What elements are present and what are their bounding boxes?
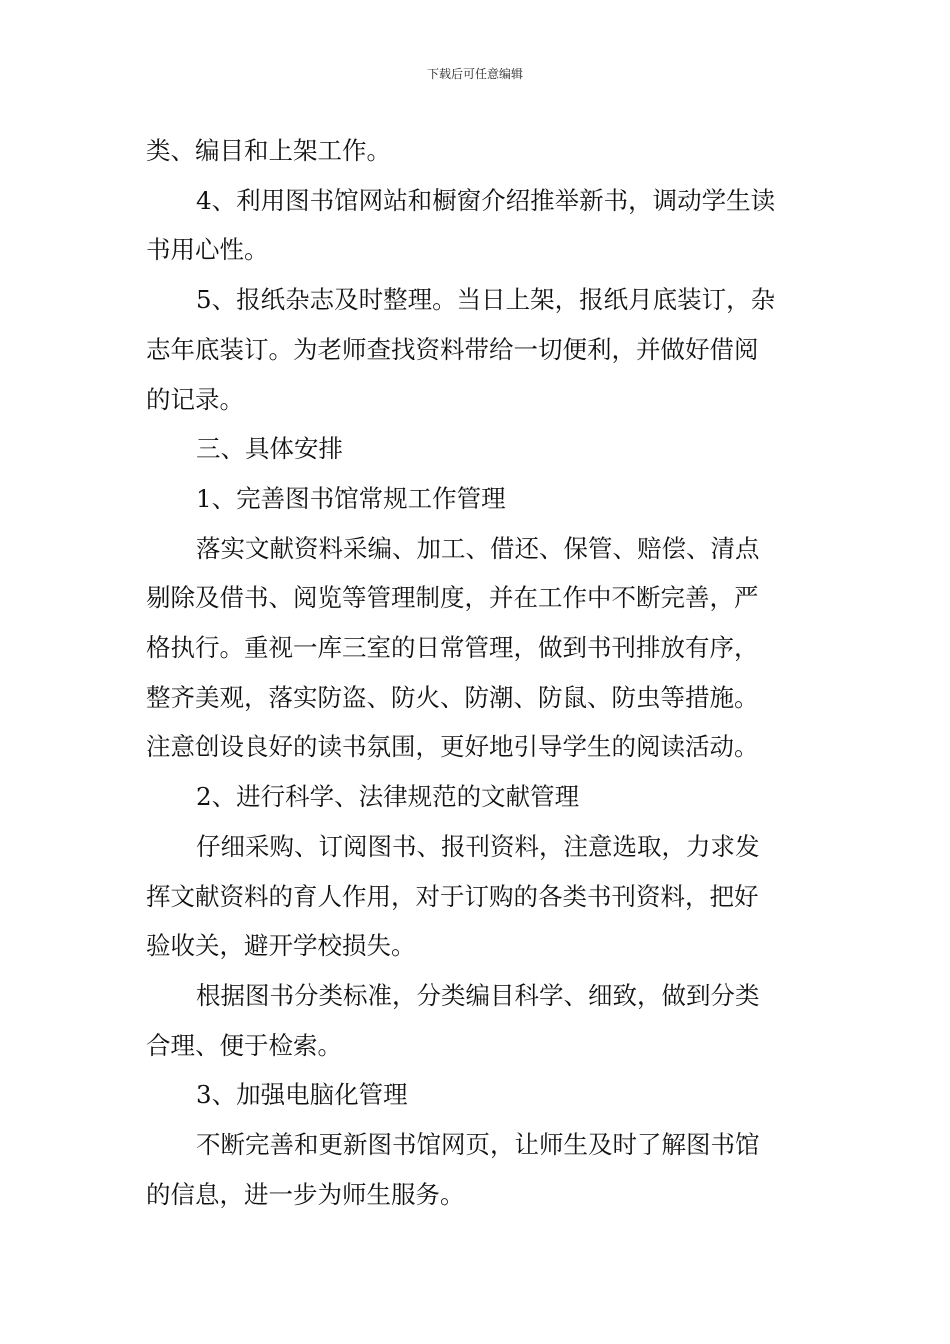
text-line: 剔除及借书、阅览等管理制度，并在工作中不断完善，严 xyxy=(146,583,759,613)
text-line: 4、利用图书馆网站和橱窗介绍推举新书，调动学生读 xyxy=(196,185,776,215)
text-line: 不断完善和更新图书馆网页，让师生及时了解图书馆 xyxy=(196,1130,760,1160)
document-body xyxy=(146,126,808,1219)
text-line: 的记录。 xyxy=(146,384,244,414)
text-line: 合理、便于检索。 xyxy=(146,1030,342,1060)
text-line: 的信息，进一步为师生服务。 xyxy=(146,1179,465,1209)
text-line: 5、报纸杂志及时整理。当日上架，报纸月底装订，杂 xyxy=(196,285,776,315)
text-line: 整齐美观，落实防盗、防火、防潮、防鼠、防虫等措施。 xyxy=(146,682,759,712)
page-header-note: 下载后可任意编辑 xyxy=(426,67,523,81)
text-line: 类、编目和上架工作。 xyxy=(146,136,391,165)
text-line: 验收关，避开学校损失。 xyxy=(146,931,416,961)
subsection-heading: 1、完善图书馆常规工作管理 xyxy=(196,483,506,513)
text-line: 挥文献资料的育人作用，对于订购的各类书刊资料，把好 xyxy=(146,881,759,911)
text-line: 仔细采购、订阅图书、报刊资料，注意选取，力求发 xyxy=(196,831,760,861)
section-heading: 三、具体安排 xyxy=(196,434,343,464)
text-line: 注意创设良好的读书氛围，更好地引导学生的阅读活动。 xyxy=(146,732,759,762)
subsection-heading: 3、加强电脑化管理 xyxy=(196,1080,408,1110)
text-line: 根据图书分类标准，分类编目科学、细致，做到分类 xyxy=(196,980,760,1010)
subsection-heading: 2、进行科学、法律规范的文献管理 xyxy=(196,782,580,812)
text-line: 落实文献资料采编、加工、借还、保管、赔偿、清点 xyxy=(196,533,760,563)
text-line: 志年底装订。为老师查找资料带给一切便利，并做好借阅 xyxy=(146,334,759,364)
text-line: 书用心性。 xyxy=(146,235,269,265)
text-line: 格执行。重视一库三室的日常管理，做到书刊排放有序， xyxy=(146,633,759,663)
